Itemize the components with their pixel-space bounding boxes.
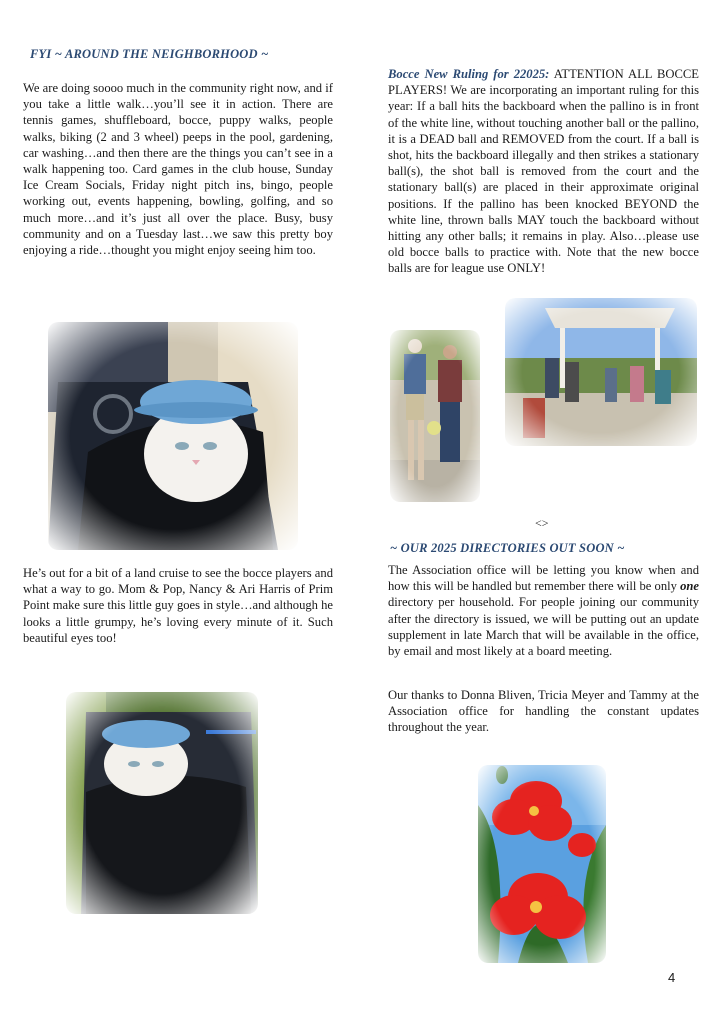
bocce-paragraph	[388, 66, 699, 277]
fyi-paragraph: We are doing soooo much in the community right now, and if you take a little walk…you’ll see it in action. There are tennis games, shuffleboard, bocce, puppy walks, people walks, biking (2 and 3 wheel) peeps in the pool, gardening, car washing…and then there are the things you can’t see in a walk happening too. Card games in the club house, Sunday Ice Cream Socials, Friday night pitch ins, bingo, people working out, events happening, bowling, golfing, and so much more…and it’s just all over the place. Busy, busy community and on a Tuesday last…we saw this pretty boy enjoying a ride…thought you might enjoy seeing him too.	[23, 81, 333, 258]
bocce-title: Bocce New Ruling for 22025:	[388, 67, 550, 81]
directory-text-b: directory per household. For people joining our community after the directory is issued, we will be putting out an update supplement in late March that will be available in the office, by email and most likely at a board meeting.	[388, 595, 699, 659]
directory-paragraph	[388, 562, 699, 659]
section-separator: <>	[535, 516, 549, 530]
bocce-text: ATTENTION ALL BOCCE PLAYERS! We are incorporating an important ruling for this year: If a ball hits the backboard when the pallino is in front of the white line, without touching another ball or the pallino, it is a DEAD ball and REMOVED from the court. If a ball is shot, hits the backboard illegally and then strikes a stationary ball(s), the shot ball is removed from the court and the stationary ball(s) are placed in their approximate original positions. If the pallino has been knocked BEYOND the white line, thrown balls MAY touch the backboard without hitting any other balls; it remains in play. Also…please use old bocce balls to practice with. Note that the new bocce balls are for league use ONLY!	[388, 67, 699, 276]
hibiscus-photo	[478, 765, 606, 963]
bocce-players-photo	[390, 330, 480, 502]
cat-stroller-photo-1	[48, 322, 298, 550]
thanks-paragraph: Our thanks to Donna Bliven, Tricia Meyer and Tammy at the Association office for handling the constant updates throughout the year.	[388, 688, 699, 735]
bocce-court-photo	[505, 298, 697, 446]
cat-stroller-photo-2	[66, 692, 258, 914]
directory-text-a: The Association office will be letting you know when and how this will be handled but remember there will be only	[388, 563, 699, 594]
directory-heading: ~ OUR 2025 DIRECTORIES OUT SOON ~	[390, 541, 625, 555]
page-number: 4	[668, 970, 676, 985]
cat-paragraph: He’s out for a bit of a land cruise to see the bocce players and what a way to go. Mom & Pop, Nancy & Ari Harris of Prim Point make sure this little guy goes in style…and although he looks a little grumpy, he’s loving every minute of it. Such beautiful eyes too!	[23, 566, 333, 645]
fyi-heading: FYI ~ AROUND THE NEIGHBORHOOD ~	[30, 47, 269, 61]
directory-emphasis: one	[680, 579, 699, 594]
